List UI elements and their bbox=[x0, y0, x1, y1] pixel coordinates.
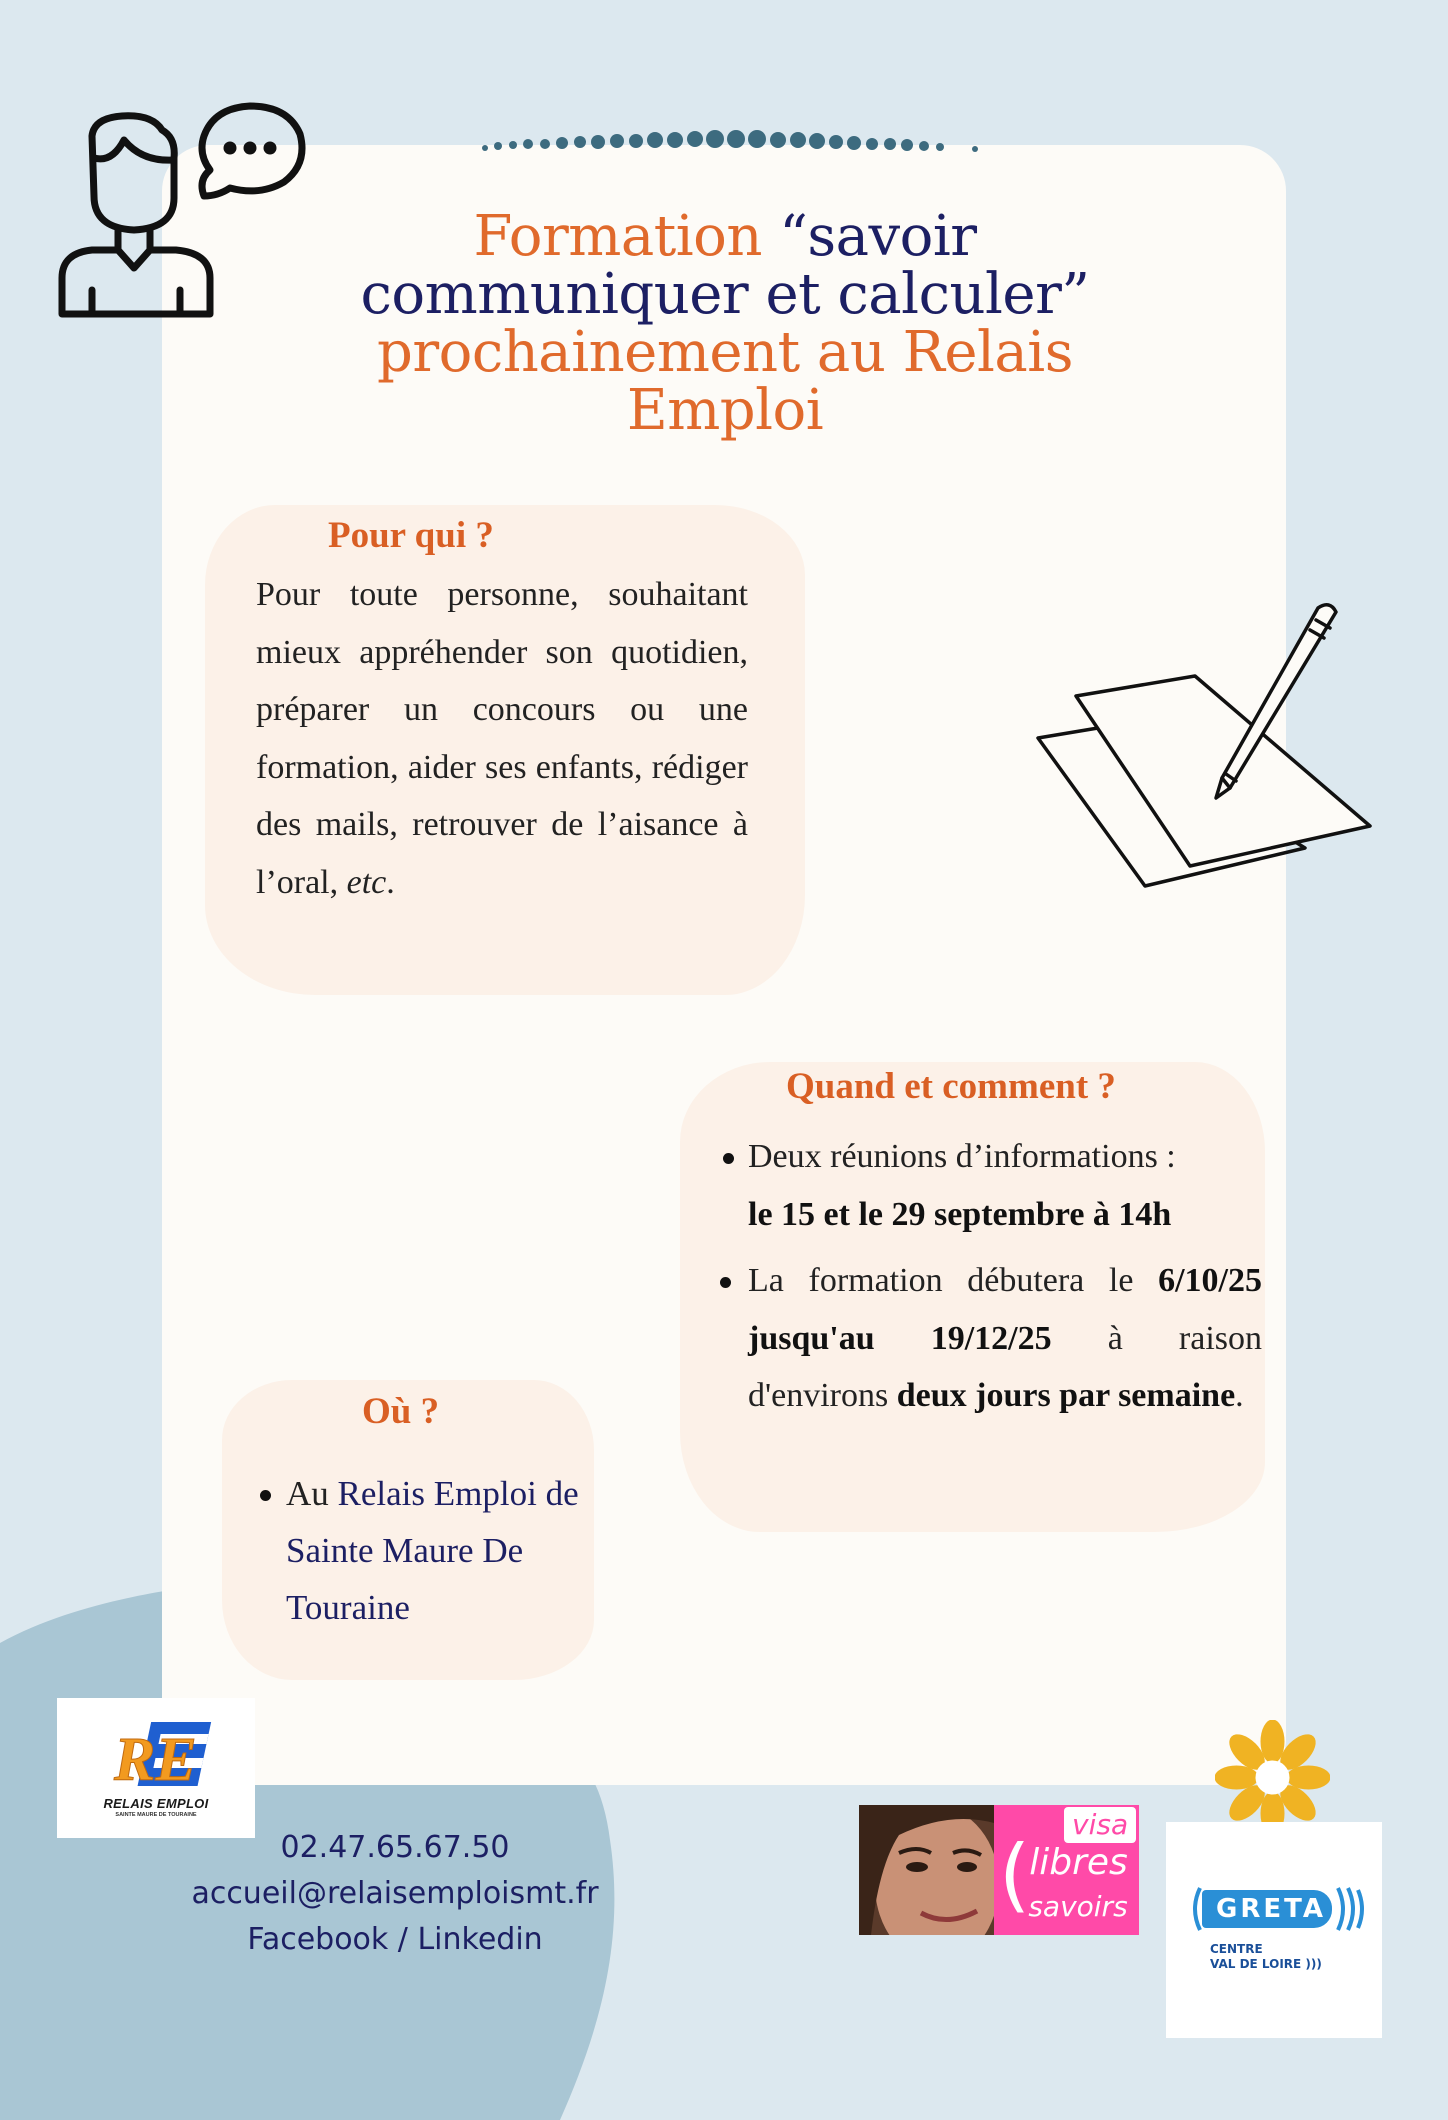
bullet-icon bbox=[720, 1277, 731, 1288]
ou-place: Relais Emploi de Sainte Maure De Touraine bbox=[286, 1474, 579, 1627]
visa-label: visa bbox=[1064, 1807, 1136, 1843]
page-title bbox=[300, 204, 1150, 443]
quand-item-2-frequency: deux jours par semaine bbox=[896, 1377, 1236, 1414]
visa-libres-savoirs-logo bbox=[859, 1805, 1139, 1935]
visa-parenthesis: ( bbox=[999, 1828, 1031, 1921]
re-logo-letters: RE bbox=[114, 1726, 197, 1794]
quand-list bbox=[720, 1128, 1262, 1425]
quand-item-2-a: La formation débutera le bbox=[748, 1262, 1159, 1299]
portrait-photo bbox=[859, 1805, 994, 1935]
re-logo-sub: SAINTE MAURE DE TOURAINE bbox=[115, 1812, 197, 1818]
person-speech-icon bbox=[52, 78, 322, 328]
greta-sub-1: CENTRE bbox=[1210, 1942, 1263, 1956]
dots-decoration bbox=[470, 128, 990, 158]
list-item bbox=[258, 1465, 588, 1636]
visa-savoirs-label: savoirs bbox=[1028, 1890, 1128, 1923]
re-logo-mark bbox=[102, 1718, 214, 1798]
visa-libres-label: libres bbox=[1029, 1842, 1128, 1883]
title-part-2: “savoir communiquer et calculer” bbox=[360, 204, 1090, 327]
pour-qui-heading: Pour qui ? bbox=[328, 515, 494, 556]
title-part-3: prochainement au Relais Emploi bbox=[377, 320, 1073, 443]
re-logo-name: RELAIS EMPLOI bbox=[103, 1796, 209, 1811]
pour-qui-etc: etc bbox=[346, 863, 387, 901]
bullet-icon bbox=[723, 1153, 734, 1164]
pour-qui-end: . bbox=[386, 863, 395, 901]
ou-prefix: Au bbox=[286, 1474, 338, 1513]
list-item bbox=[720, 1128, 1262, 1244]
flower-icon bbox=[1215, 1720, 1330, 1835]
social-links[interactable]: Facebook / Linkedin bbox=[247, 1922, 543, 1957]
contact-info bbox=[150, 1825, 640, 1963]
greta-subtitle bbox=[1210, 1942, 1322, 1972]
list-item bbox=[720, 1252, 1262, 1425]
bullet-icon bbox=[260, 1490, 271, 1501]
quand-heading: Quand et comment ? bbox=[786, 1066, 1116, 1107]
pour-qui-body: Pour toute personne, souhaitant mieux appréhender son quotidien, préparer un concours ou une formation, aider ses enfants, rédiger des mails, retrouver de l’aisance à l’oral, bbox=[256, 576, 748, 901]
phone-number[interactable]: 02.47.65.67.50 bbox=[280, 1830, 510, 1865]
ou-heading: Où ? bbox=[362, 1391, 440, 1432]
email-address[interactable]: accueil@relaisemploismt.fr bbox=[191, 1876, 599, 1911]
quand-item-2-dates: 6/10/25 jusqu'au 19/12/25 bbox=[748, 1262, 1262, 1357]
greta-logo bbox=[1166, 1822, 1382, 2038]
quand-item-2-end: . bbox=[1235, 1377, 1244, 1414]
pour-qui-text bbox=[256, 566, 748, 911]
title-part-1: Formation bbox=[473, 204, 780, 269]
greta-name: GRETA bbox=[1216, 1894, 1326, 1924]
quand-item-2-c: à raison d'environs bbox=[748, 1319, 1262, 1414]
quand-item-1-text: Deux réunions d’informations : bbox=[748, 1138, 1176, 1175]
greta-sub-2: VAL DE LOIRE ))) bbox=[1210, 1957, 1322, 1971]
paper-pencil-icon bbox=[1030, 598, 1375, 898]
quand-item-1-date: le 15 et le 29 septembre à 14h bbox=[748, 1196, 1172, 1233]
relais-emploi-logo bbox=[57, 1698, 255, 1838]
ou-list bbox=[258, 1465, 588, 1636]
